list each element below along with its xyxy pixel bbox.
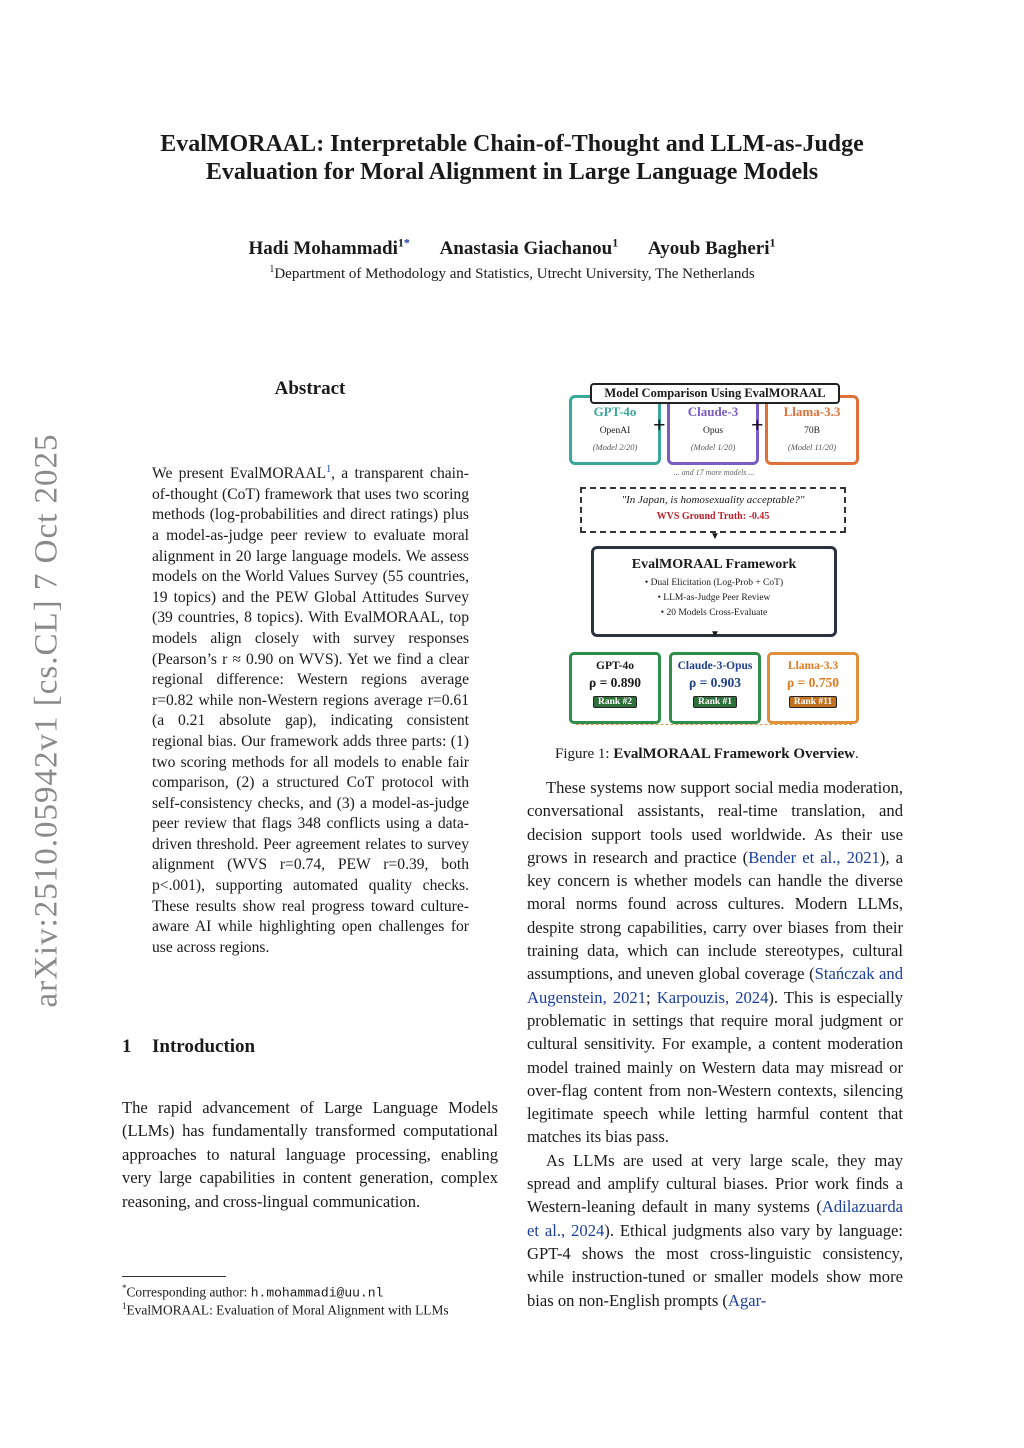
- right-column-text: [527, 776, 903, 1312]
- plus-icon: +: [751, 412, 764, 437]
- figure-baseline: [576, 724, 852, 725]
- arxiv-stamp: arXiv:2510.05942v1 [cs.CL] 7 Oct 2025: [28, 433, 65, 1008]
- more-models-note: ... and 17 more models ...: [673, 468, 755, 477]
- author-1: Hadi Mohammadi$^{1*}$: [248, 236, 410, 260]
- citation-link[interactable]: Stańczak and Augenstein, 2021: [527, 964, 903, 1007]
- result-card-llama33: Llama-3.3 ρ = 0.750 Rank #11: [767, 652, 859, 724]
- author-list: [100, 236, 924, 260]
- footnote-rule: [122, 1276, 226, 1277]
- footnote-ref[interactable]: 1: [326, 464, 332, 475]
- abstract-heading: Abstract: [274, 378, 346, 399]
- title-line-2: Evaluation for Moral Alignment in Large Language Models: [205, 159, 819, 185]
- email-link[interactable]: h.mohammadi@uu.nl: [250, 1285, 384, 1301]
- citation-link[interactable]: Karpouzis, 2024: [656, 987, 769, 1007]
- footnote-2: $^1$EvalMORAAL: Evaluation of Moral Alignment with LLMs: [122, 1301, 449, 1318]
- paper-title: [100, 130, 924, 186]
- plus-icon: +: [653, 412, 666, 437]
- paragraph: As LLMs are used at very large scale, they may spread and amplify cultural biases. Prior work finds a Western-leaning default in many systems (Adilazuarda et al., 2024). Ethical judgments also vary by language: GPT-4 shows the most cross-linguistic consistency, while instruction-tuned or smaller models show more bias on non-English prompts (Agar-: [527, 1150, 903, 1310]
- result-card-gpt4o: GPT-4o ρ = 0.890 Rank #2: [569, 652, 661, 724]
- arrow-down-icon: ▼: [710, 629, 720, 640]
- author-2: Anastasia Giachanou$^1$: [439, 236, 619, 260]
- abstract-body: We present EvalMORAAL$^1$, a transparent chain-of-thought (CoT) framework that uses two scoring methods (log-probabilities and direct ratings) plus a model-as-judge peer review to evaluate moral alignment in 20 large language models. We assess models on the World Values Survey (55 countries, 19 topics) and the PEW Global Attitudes Survey (39 countries, 8 topics). With EvalMORAAL, top models align closely with survey responses (Pearson’s r ≈ 0.90 on WVS). Yet we find a clear regional difference: Western regions average r=0.82 while non-Western regions average r=0.61 (a 0.21 absolute gap), indicating consistent regional bias. Our framework adds three parts: (1) two scoring methods for all models to enable fair comparison, (2) a structured CoT protocol with self-consistency checks, and (3) a model-as-judge peer review that flags 348 conflicts using a data-driven threshold. Peer agreement relates to survey alignment (WVS r=0.74, PEW r=0.39, both p<.001), supporting automated quality checks. These results show real progress toward culture-aware AI while highlighting open challenges for use across regions.: [152, 464, 469, 956]
- intro-paragraph: The rapid advancement of Large Language Models (LLMs) has fundamentally transformed computational approaches to natural language processing, enabling very large capabilities in content generation, complex reasoning, and cross-lingual communication.: [122, 1098, 498, 1211]
- paragraph: These systems now support social media moderation, conversational assistants, real-time translation, and decision support tools used worldwide. As their use grows in research and practice (Bender et al., 2021), a key concern is whether models can handle the diverse moral norms found across cultures. Modern LLMs, despite strong capabilities, carry over biases from their training data, which can include stereotypes, cultural assumptions, and uneven global coverage (Stańczak and Augenstein, 2021; Karpouzis, 2024). This is especially problematic in settings that require moral judgment or cultural sensitivity. For example, a content moderation model trained mainly on Western data may misread or over-flag content from non-Western contexts, silencing legitimate speech while letting harmful content that matches its bias pass.: [527, 778, 903, 1147]
- model-card-llama33: Llama-3.3 70B (Model 11/20): [765, 395, 859, 465]
- model-card-claude3: Claude-3 Opus (Model 1/20): [667, 395, 759, 465]
- model-card-gpt4o: GPT-4o OpenAI (Model 2/20): [569, 395, 661, 465]
- citation-link[interactable]: Adilazuarda et al., 2024: [527, 1197, 903, 1240]
- corresponding-mark[interactable]: *: [403, 236, 410, 250]
- figure-header: Model Comparison Using EvalMORAAL: [590, 383, 840, 404]
- section-heading-introduction: 1 Introduction: [122, 1036, 256, 1057]
- framework-box: EvalMORAAL Framework • Dual Elicitation (Log-Prob + CoT) • LLM-as-Judge Peer Review • 20 Models Cross-Evaluate: [591, 546, 837, 637]
- affiliation: $^1$Department of Methodology and Statistics, Utrecht University, The Netherlands: [269, 264, 755, 282]
- arrow-down-icon: ▼: [710, 531, 720, 542]
- title-line-1: EvalMORAAL: Interpretable Chain-of-Thought and LLM-as-Judge: [160, 131, 864, 157]
- result-card-claude3opus: Claude-3-Opus ρ = 0.903 Rank #1: [669, 652, 761, 724]
- citation-link[interactable]: Agar-: [727, 1290, 767, 1310]
- figure-1: [566, 380, 862, 730]
- citation-link[interactable]: Bender et al., 2021: [748, 847, 880, 867]
- author-3: Ayoub Bagheri$^1$: [647, 236, 776, 260]
- figure-caption: Figure 1: EvalMORAAL Framework Overview.: [555, 746, 859, 762]
- footnote-1: *Corresponding author: h.mohammadi@uu.nl: [122, 1283, 384, 1301]
- question-box: "In Japan, is homosexuality acceptable?" WVS Ground Truth: -0.45: [580, 487, 846, 533]
